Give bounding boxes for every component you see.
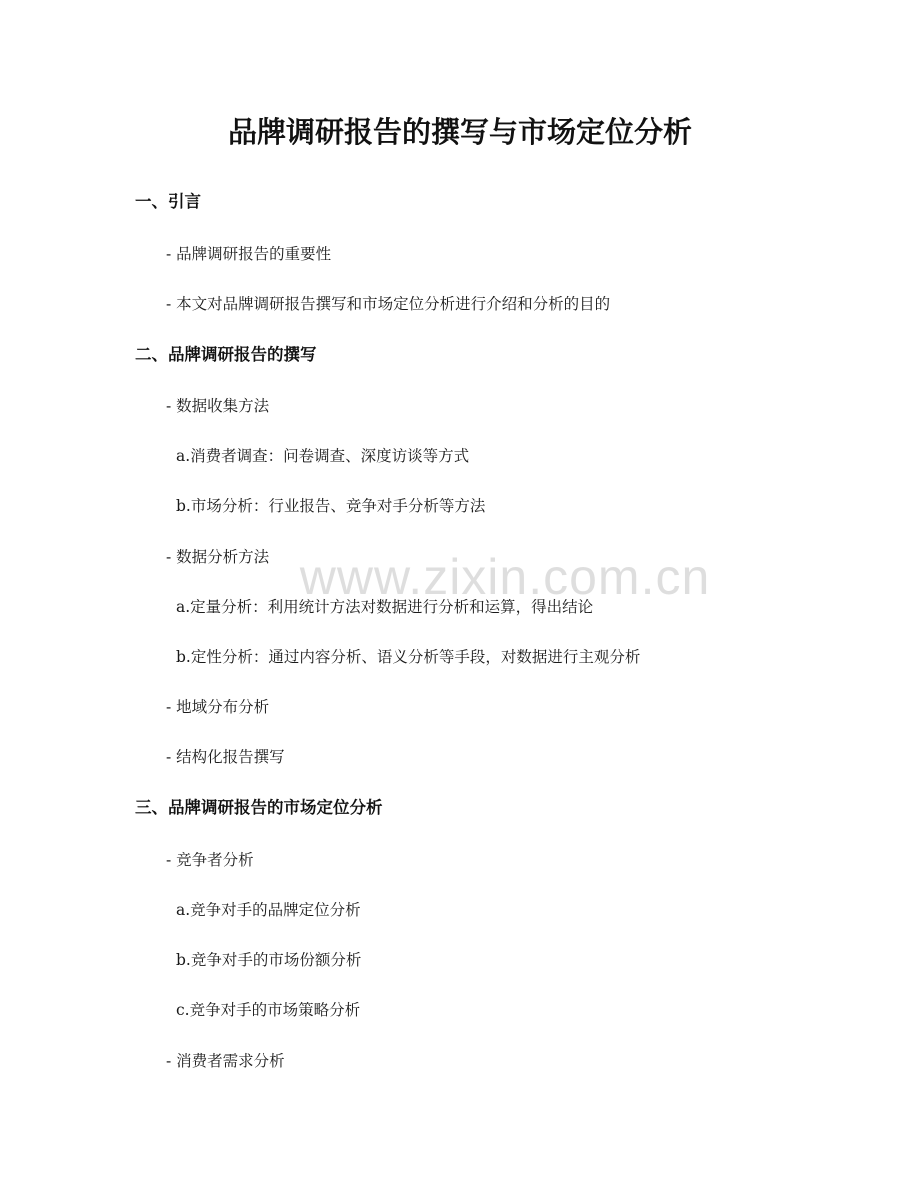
watermark: www.zixin.com.cn: [299, 549, 711, 605]
sub-item: a.竞争对手的品牌定位分析: [176, 901, 361, 919]
bullet-item: - 结构化报告撰写: [166, 748, 285, 766]
bullet-item: - 竞争者分析: [166, 851, 254, 869]
bullet-item: - 地域分布分析: [166, 698, 270, 716]
document-title: 品牌调研报告的撰写与市场定位分析: [227, 115, 692, 149]
sub-item: b.竞争对手的市场份额分析: [176, 951, 362, 969]
bullet-item: - 数据收集方法: [166, 397, 270, 415]
sub-item: b.定性分析：通过内容分析、语义分析等手段，对数据进行主观分析: [176, 648, 641, 666]
section-heading-intro: 一、引言: [135, 192, 201, 211]
section-heading-writing: 二、品牌调研报告的撰写: [135, 345, 317, 364]
bullet-item: - 本文对品牌调研报告撰写和市场定位分析进行介绍和分析的目的: [166, 295, 611, 313]
sub-item: b.市场分析：行业报告、竞争对手分析等方法: [176, 497, 486, 515]
sub-item: a.定量分析：利用统计方法对数据进行分析和运算，得出结论: [176, 598, 594, 616]
bullet-item: - 数据分析方法: [166, 548, 270, 566]
bullet-item: - 消费者需求分析: [166, 1052, 285, 1070]
section-heading-positioning: 三、品牌调研报告的市场定位分析: [135, 798, 383, 817]
sub-item: a.消费者调查：问卷调查、深度访谈等方式: [176, 447, 470, 465]
sub-item: c.竞争对手的市场策略分析: [176, 1001, 361, 1019]
bullet-item: - 品牌调研报告的重要性: [166, 245, 332, 263]
